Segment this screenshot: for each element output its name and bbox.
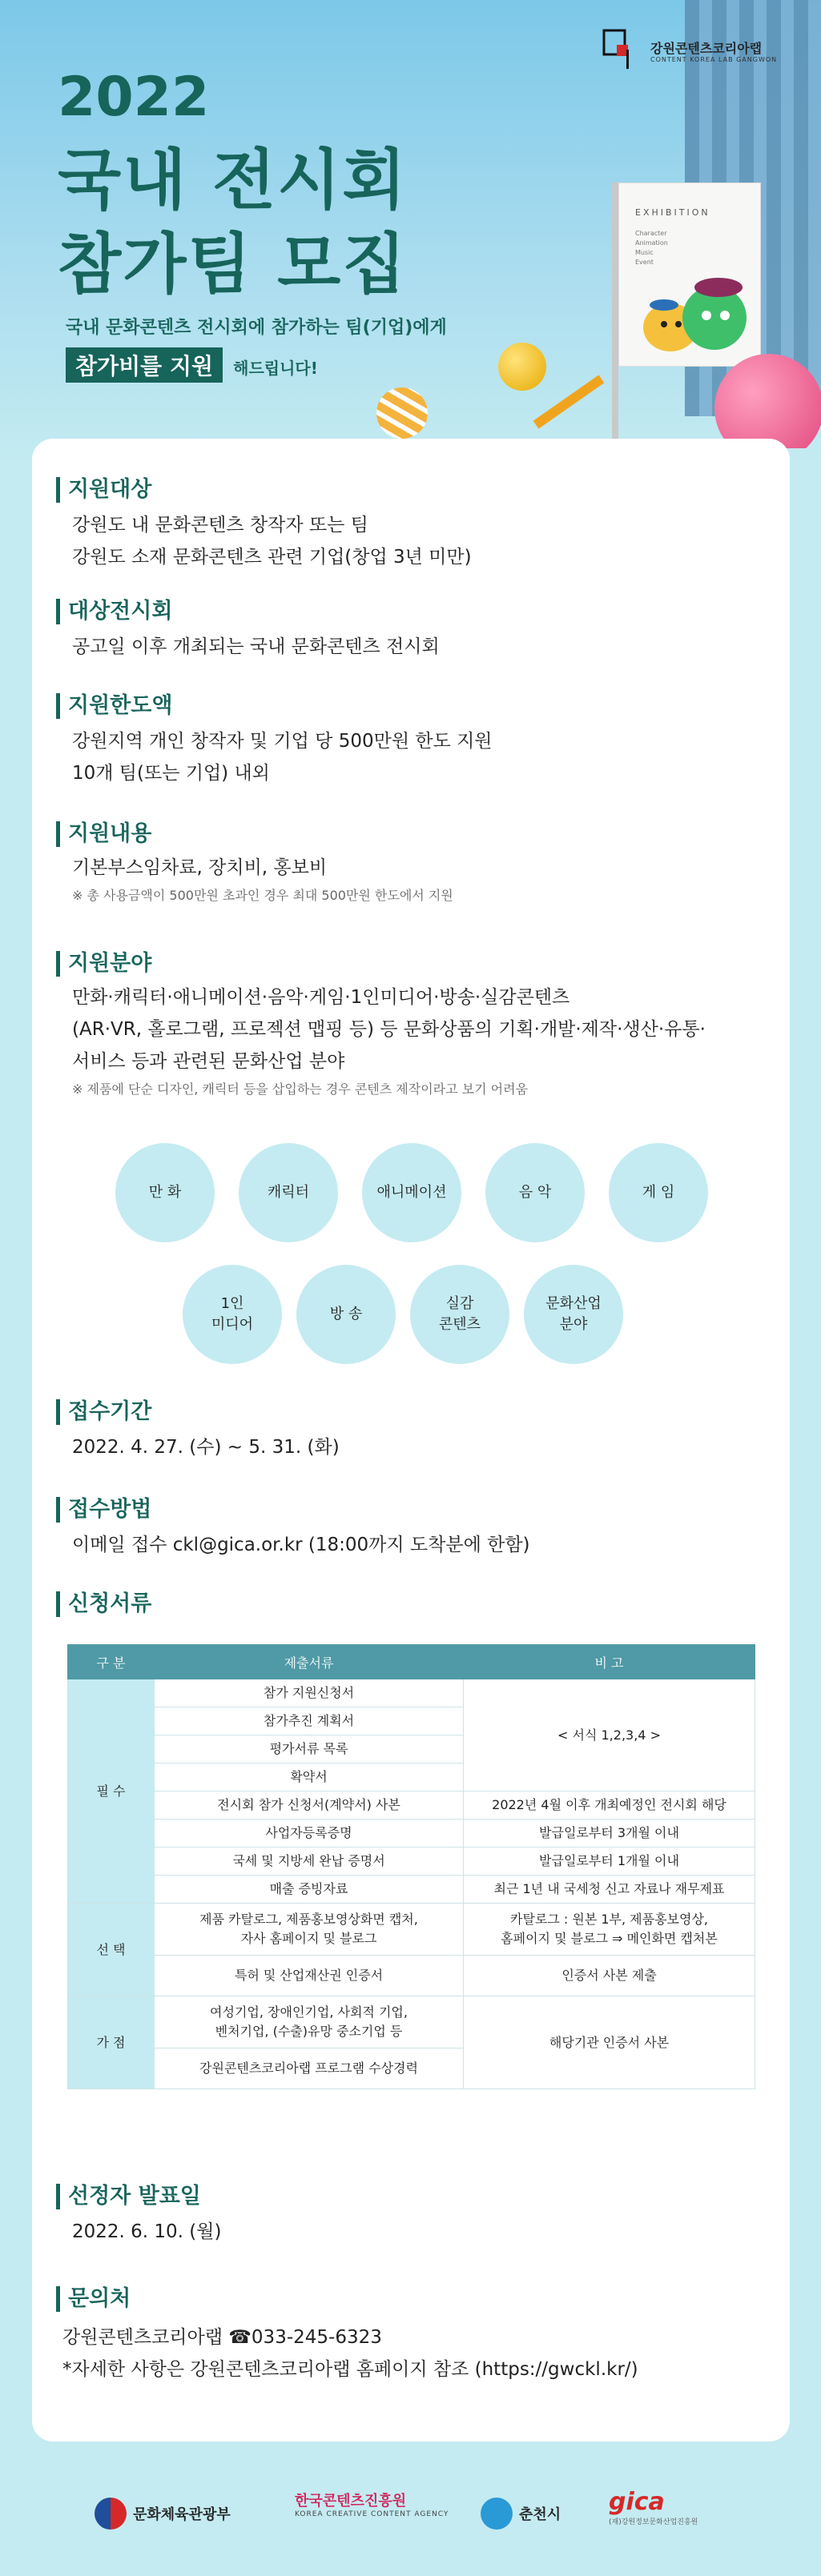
- field-circle: 게 임: [609, 1143, 708, 1242]
- org-name: 문화체육관광부: [133, 2506, 231, 2523]
- note-cell: 인증서 사본 제출: [464, 1956, 755, 1996]
- field-circle: 음 악: [485, 1143, 585, 1242]
- flag-line: Character: [635, 230, 667, 237]
- section-target: [56, 477, 769, 573]
- field-circle: 애니메이션: [362, 1143, 461, 1242]
- subtitle-highlight: 참가비를 지원: [66, 347, 223, 383]
- footer-org-chuncheon: [481, 2498, 561, 2530]
- category-cell: 선 택: [68, 1904, 155, 1996]
- footer-org-gica: [609, 2488, 698, 2526]
- note-cell: 발급일로부터 3개월 이내: [464, 1820, 755, 1848]
- footer-org-mcst: [95, 2498, 231, 2530]
- section-announce: [56, 2184, 769, 2248]
- table-row: [68, 1820, 755, 1848]
- section-line: (AR·VR, 홀로그램, 프로젝션 맵핑 등) 등 문화상품의 기획·개발·제작·생산·유통·: [72, 1019, 706, 1040]
- doc-cell: 특허 및 산업재산권 인증서: [155, 1956, 464, 1996]
- flag-line: Event: [635, 259, 654, 266]
- section-title: 신청서류: [56, 1591, 769, 1617]
- characters-icon: [630, 271, 751, 359]
- doc-cell: 강원콘텐츠코리아랩 프로그램 수상경력: [155, 2048, 464, 2089]
- table-row: [68, 1792, 755, 1820]
- section-limit: [56, 693, 769, 789]
- footer-org-kocca: [295, 2490, 449, 2518]
- content-card: [32, 439, 790, 2442]
- subtitle-line2: [66, 347, 318, 379]
- table-row: [68, 1956, 755, 1996]
- section-line: 강원콘텐츠코리아랩 ☎033-245-6323: [62, 2327, 382, 2348]
- note-cell: 해당기관 인증서 사본: [464, 1996, 755, 2089]
- section-line: 만화·캐릭터·애니메이션·음악·게임·1인미디어·방송·실감콘텐츠: [72, 987, 570, 1008]
- table-header: 구 분: [68, 1645, 155, 1679]
- field-circle: 캐릭터: [239, 1143, 338, 1242]
- section-title: 지원분야: [56, 951, 769, 977]
- category-cell: 가 점: [68, 1996, 155, 2089]
- table-row: [68, 1996, 755, 2048]
- section-line: 2022. 6. 10. (월): [72, 2221, 222, 2242]
- section-line: 강원지역 개인 창작자 및 기업 당 500만원 한도 지원: [72, 731, 493, 752]
- note-cell: < 서식 1,2,3,4 >: [464, 1679, 755, 1792]
- logo-name: 강원콘텐츠코리아랩: [650, 41, 763, 56]
- doc-cell: 평가서류 목록: [155, 1735, 464, 1763]
- doc-cell: 매출 증빙자료: [155, 1876, 464, 1904]
- section-title: 문의처: [56, 2286, 769, 2312]
- title-line1: 국내 전시회: [58, 142, 408, 219]
- table-header: 제출서류: [155, 1645, 464, 1679]
- section-title: 접수방법: [56, 1497, 769, 1523]
- section-exhibition: [56, 599, 769, 663]
- chuncheon-logo-icon: [481, 2498, 513, 2530]
- note-cell: 2022년 4월 이후 개최예정인 전시회 해당: [464, 1792, 755, 1820]
- flag-line: Animation: [635, 239, 668, 247]
- table-row: [68, 1848, 755, 1876]
- table-header: 비 고: [464, 1645, 755, 1679]
- section-title: 지원대상: [56, 477, 769, 503]
- section-line: 기본부스임차료, 장치비, 홍보비: [72, 857, 328, 878]
- section-title: 지원내용: [56, 821, 769, 847]
- doc-cell: 사업자등록증명: [155, 1820, 464, 1848]
- category-cell: 필 수: [68, 1679, 155, 1904]
- taegeuk-icon: [95, 2498, 127, 2530]
- subtitle-rest: 해드립니다!: [233, 359, 318, 378]
- logo-mark-icon: [602, 26, 642, 70]
- table-row: [68, 1876, 755, 1904]
- table-row: [68, 1904, 755, 1956]
- flag-line: Music: [635, 249, 654, 256]
- pencil-decoration: [533, 375, 605, 428]
- section-content: [56, 821, 769, 908]
- note-cell: 최근 1년 내 국세청 신고 자료나 재무제표: [464, 1876, 755, 1904]
- field-circle: 실감 콘텐츠: [410, 1265, 509, 1364]
- doc-cell: 확약서: [155, 1763, 464, 1792]
- logo: [602, 24, 795, 80]
- flag-pole: [612, 183, 618, 447]
- footer: [0, 2466, 821, 2546]
- section-title: 대상전시회: [56, 599, 769, 624]
- header: [0, 0, 821, 448]
- table-header-row: [68, 1645, 755, 1679]
- section-line: 서비스 등과 관련된 문화산업 분야: [72, 1051, 345, 1072]
- section-line: 10개 팀(또는 기업) 내외: [72, 763, 270, 784]
- section-method: [56, 1497, 769, 1561]
- section-line: 2022. 4. 27. (수) ~ 5. 31. (화): [72, 1437, 340, 1458]
- section-title: 지원한도액: [56, 693, 769, 719]
- table-row: [68, 1679, 755, 1707]
- note-cell: 카탈로그 : 원본 1부, 제품홍보영상, 홈페이지 및 블로그 ⇒ 메인화면 캡처본: [464, 1904, 755, 1956]
- section-title: 접수기간: [56, 1399, 769, 1425]
- section-line: 강원도 내 문화콘텐츠 창작자 또는 팀: [72, 515, 368, 536]
- field-circle: 방 송: [296, 1265, 396, 1364]
- section-line: 공고일 이후 개최되는 국내 문화콘텐츠 전시회: [72, 636, 440, 657]
- section-docs: [56, 1591, 769, 1617]
- flag-title: EXHIBITION: [635, 207, 710, 218]
- ball-decoration: [376, 387, 428, 439]
- org-subtitle: KOREA CREATIVE CONTENT AGENCY: [295, 2510, 449, 2518]
- section-contact: [56, 2286, 769, 2385]
- doc-cell: 제품 카탈로그, 제품홍보영상화면 캡처, 자사 홈페이지 및 블로그: [155, 1904, 464, 1956]
- subtitle-line1: 국내 문화콘텐츠 전시회에 참가하는 팀(기업)에게: [66, 318, 447, 338]
- coin-decoration: [498, 343, 546, 391]
- logo-subtitle: CONTENT KOREA LAB GANGWON: [650, 56, 778, 63]
- note-cell: 발급일로부터 1개월 이내: [464, 1848, 755, 1876]
- field-circle: 1인 미디어: [183, 1265, 282, 1364]
- section-note: ※ 총 사용금액이 500만원 초과인 경우 최대 500만원 한도에서 지원: [72, 888, 453, 903]
- doc-cell: 참가추진 계획서: [155, 1707, 464, 1735]
- exhibition-flag: [618, 183, 761, 367]
- title-line2: 참가팀 모집: [58, 227, 408, 303]
- doc-cell: 전시회 참가 신청서(계약서) 사본: [155, 1792, 464, 1820]
- section-note: ※ 제품에 단순 디자인, 캐릭터 등을 삽입하는 경우 콘텐츠 제작이라고 보기 어려움: [72, 1081, 529, 1097]
- field-circle: 만 화: [115, 1143, 215, 1242]
- org-name: 춘천시: [519, 2506, 561, 2523]
- org-name: 한국콘텐츠진흥원: [295, 2493, 407, 2510]
- year: 2022: [58, 66, 210, 129]
- section-title: 선정자 발표일: [56, 2184, 769, 2209]
- section-line: 이메일 접수 ckl@gica.or.kr (18:00까지 도착분에 한함): [72, 1535, 530, 1555]
- doc-cell: 여성기업, 장애인기업, 사회적 기업, 벤처기업, (수출)유망 중소기업 등: [155, 1996, 464, 2048]
- documents-table: [67, 1644, 755, 2089]
- section-field: [56, 951, 769, 1101]
- org-name: gica: [609, 2488, 665, 2516]
- field-circle: 문화산업 분야: [524, 1265, 623, 1364]
- section-period: [56, 1399, 769, 1463]
- doc-cell: 참가 지원신청서: [155, 1679, 464, 1707]
- doc-cell: 국세 및 지방세 완납 증명서: [155, 1848, 464, 1876]
- org-subtitle: (재)강원정보문화산업진흥원: [609, 2518, 698, 2526]
- section-line: *자세한 사항은 강원콘텐츠코리아랩 홈페이지 참조 (https://gwckl.kr/): [62, 2359, 638, 2380]
- section-line: 강원도 소재 문화콘텐츠 관련 기업(창업 3년 미만): [72, 547, 472, 568]
